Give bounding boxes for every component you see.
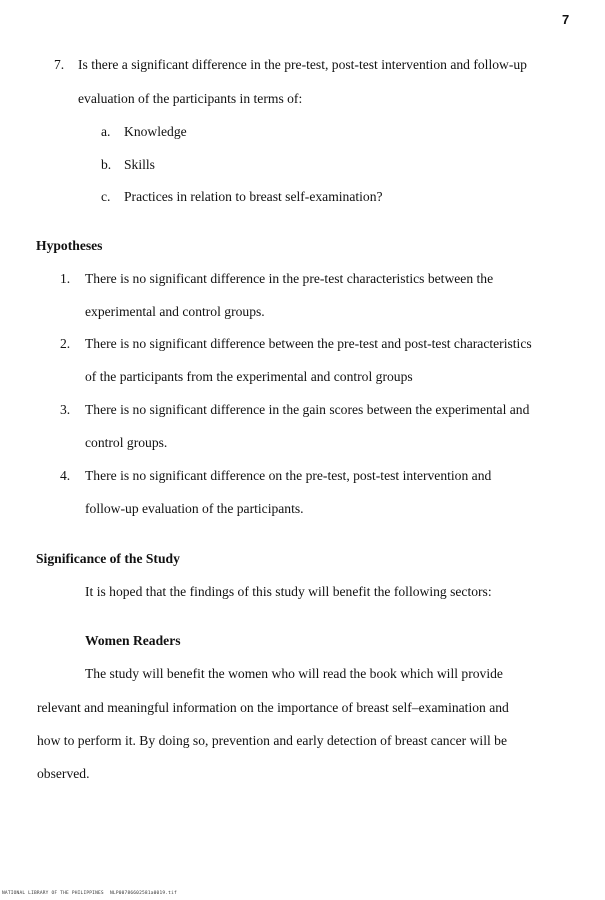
paragraph-line: relevant and meaningful information on the importance of breast self–examination and	[37, 700, 509, 715]
hypothesis-line: follow-up evaluation of the participants.	[85, 501, 304, 516]
hypothesis-line: experimental and control groups.	[85, 304, 265, 319]
page-number: 7	[562, 12, 570, 27]
hypotheses-heading: Hypotheses	[36, 238, 103, 253]
hypothesis-number: 3.	[60, 402, 71, 417]
paragraph-line: how to perform it. By doing so, prevention and early detection of breast cancer will be	[37, 733, 507, 748]
footer-filename: NLP00786602581a0019.tif	[110, 891, 177, 896]
paragraph-line: The study will benefit the women who will read the book which will provide	[85, 666, 503, 681]
list-item: Skills	[124, 157, 155, 172]
hypothesis-number: 4.	[60, 468, 71, 483]
women-readers-heading: Women Readers	[85, 633, 181, 648]
list-item-letter: a.	[101, 124, 111, 139]
significance-intro: It is hoped that the findings of this study will benefit the following sectors:	[85, 584, 492, 599]
list-item-letter: b.	[101, 157, 112, 172]
hypothesis-line: There is no significant difference in the pre-test characteristics between the	[85, 271, 494, 286]
list-item: Practices in relation to breast self-examination?	[124, 189, 383, 204]
question-number: 7.	[54, 57, 65, 72]
hypothesis-line: There is no significant difference between the pre-test and post-test characteristics	[85, 336, 532, 351]
list-item: Knowledge	[124, 124, 187, 139]
hypothesis-line: control groups.	[85, 435, 168, 450]
footer-library: NATIONAL LIBRARY OF THE PHILIPPINES	[2, 891, 104, 896]
hypothesis-line: of the participants from the experimental and control groups	[85, 369, 413, 384]
list-item-letter: c.	[101, 189, 111, 204]
question-line: Is there a significant difference in the pre-test, post-test intervention and follow-up	[78, 57, 527, 72]
hypothesis-line: There is no significant difference on the pre-test, post-test intervention and	[85, 468, 492, 483]
paragraph-line: observed.	[37, 766, 90, 781]
hypothesis-line: There is no significant difference in the gain scores between the experimental and	[85, 402, 530, 417]
significance-heading: Significance of the Study	[36, 551, 180, 566]
question-line: evaluation of the participants in terms of:	[78, 91, 303, 106]
hypothesis-number: 2.	[60, 336, 71, 351]
hypothesis-number: 1.	[60, 271, 71, 286]
